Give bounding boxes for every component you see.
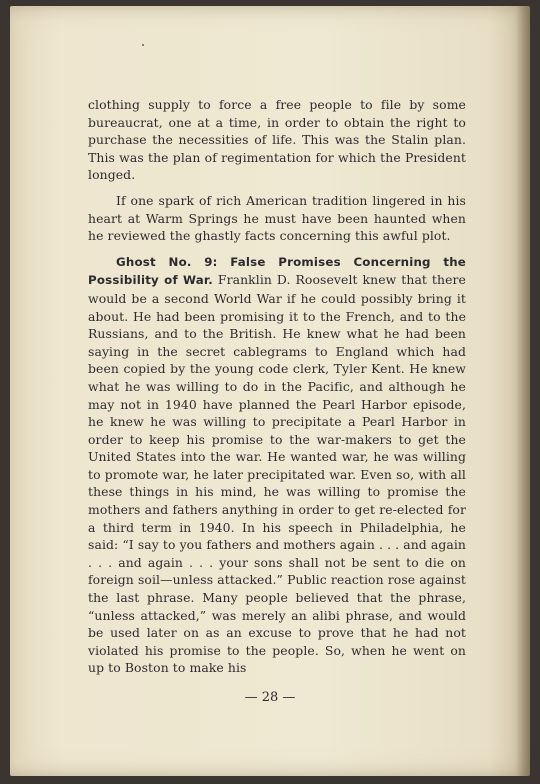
paragraph-1: clothing supply to force a free people to file by some bureaucrat, one at a time, in order to obtain the right to purchase the necessities of life. This was the Stalin plan. This was the plan of regimentation for which the President longed. bbox=[88, 97, 466, 183]
ghost-section-paragraph bbox=[88, 253, 466, 677]
paper-speck bbox=[142, 44, 144, 46]
ghost-heading: Ghost No. 9: False Promises Concerning the Possibility of War. bbox=[88, 254, 466, 288]
paragraph-2: If one spark of rich American tradition lingered in his heart at Warm Springs he must have been haunted when he reviewed the ghastly facts concerning this awful plot. bbox=[88, 192, 466, 244]
page-spine-shadow bbox=[516, 6, 530, 776]
page-text bbox=[88, 96, 466, 685]
ghost-body: Franklin D. Roosevelt knew that there would be a second World War if he could possibly bring it about. He had been promising it to the French, and to the Russians, and to the British. He knew what he had been saying in the secret cablegrams to England which had been copied by the young code clerk, Tyler Kent. He knew what he was willing to do in the Pacific, and although he may not in 1940 have planned the Pearl Harbor episode, he knew he was willing to precipitate a Pearl Harbor in order to keep his promise to the war-makers to get the United States into the war. He wanted war, he was willing to promote war, he later precipitated war. Even so, with all these things in his mind, he was willing to promise the mothers and fathers anything in order to get re-elected for a third term in 1940. In his speech in Philadelphia, he said: “I say to you fathers and mothers again . . . and again . . . and again . . . your sons shall not be sent to die on foreign soil—unless attacked.” Public reaction rose against the last phrase. Many people believed that the phrase, “unless attacked,” was merely an alibi phrase, and would be used later on as an excuse to prove that he had not violated his promise to the people. So, when he went on up to Boston to make his bbox=[88, 272, 467, 676]
page-number: — 28 — bbox=[244, 690, 296, 705]
